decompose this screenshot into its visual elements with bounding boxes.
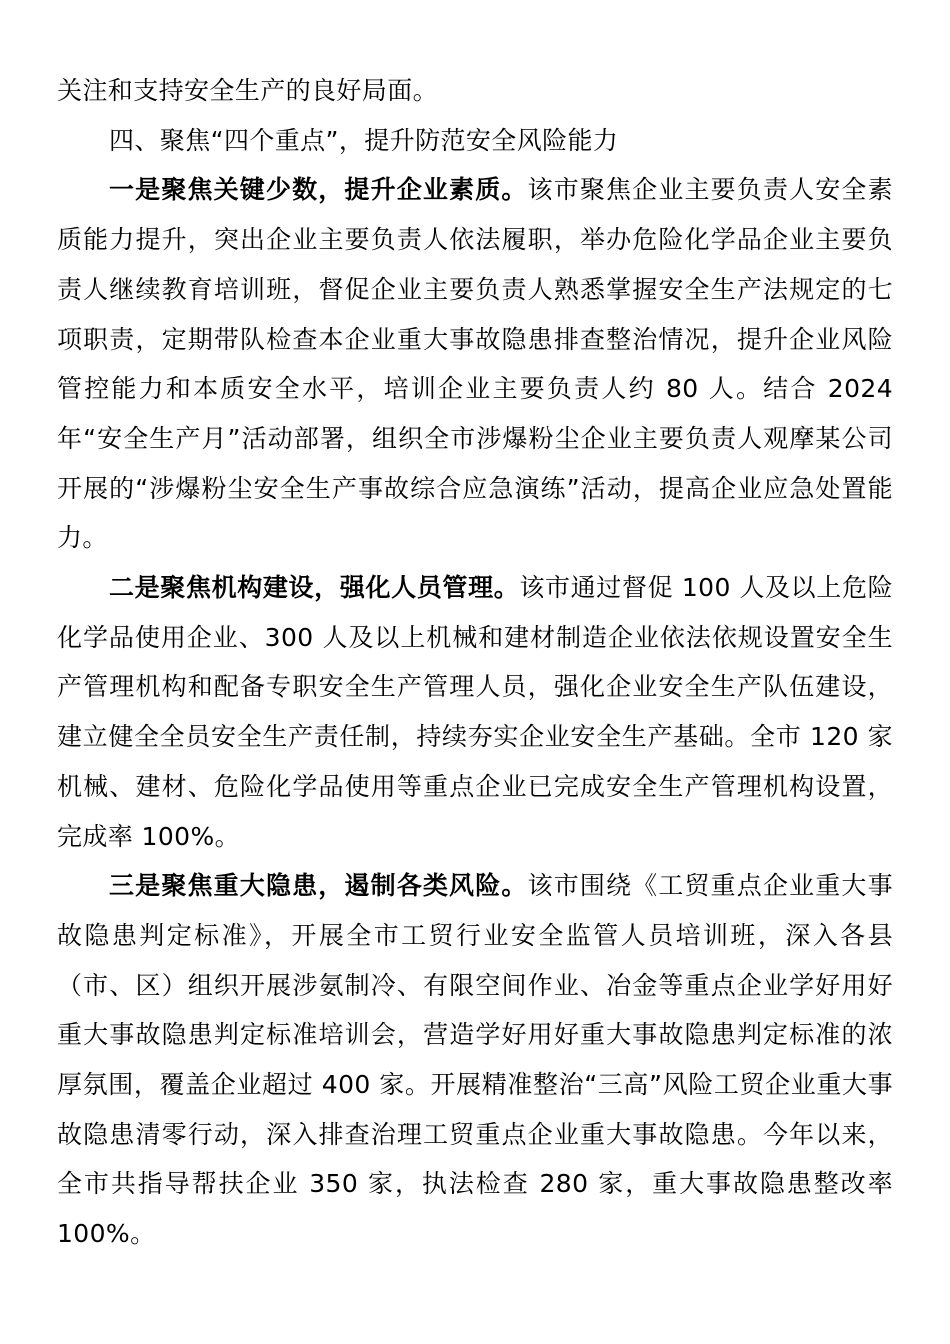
- document-body: [57, 66, 893, 1259]
- paragraph-3-body: 该市围绕《工贸重点企业重大事故隐患判定标准》，开展全市工贸行业安全监管人员培训班，深入各县（市、区）组织开展涉氨制冷、有限空间作业、冶金等重点企业学好用好重大事故隐患判定标准培训会，营造学好用好重大事故隐患判定标准的浓厚氛围，覆盖企业超过 400 家。开展精准整治“三高”风险工贸企业重大事故隐患清零行动，深入排查治理工贸重点企业重大事故隐患。今年以来，全市共指导帮扶企业 350 家，执法检查 280 家，重大事故隐患整改率 100%。: [57, 871, 893, 1249]
- paragraph-1-lead: 一是聚焦关键少数，提升企业素质。: [109, 175, 528, 205]
- paragraph-1-body: 该市聚焦企业主要负责人安全素质能力提升，突出企业主要负责人依法履职，举办危险化学品企业主要负责人继续教育培训班，督促企业主要负责人熟悉掌握安全生产法规定的七项职责，定期带队检查本企业重大事故隐患排查整治情况，提升企业风险管控能力和本质安全水平，培训企业主要负责人约 80 人。结合 2024 年“安全生产月”活动部署，组织全市涉爆粉尘企业主要负责人观摩某公司开展的“涉爆粉尘安全生产事故综合应急演练”活动，提高企业应急处置能力。: [57, 175, 893, 553]
- paragraph-2-lead: 二是聚焦机构建设，强化人员管理。: [109, 573, 520, 603]
- paragraph-2-body: 该市通过督促 100 人及以上危险化学品使用企业、300 人及以上机械和建材制造企业依法依规设置安全生产管理机构和配备专职安全生产管理人员，强化企业安全生产队伍建设，建立健全全员安全生产责任制，持续夯实企业安全生产基础。全市 120 家机械、建材、危险化学品使用等重点企业已完成安全生产管理机构设置，完成率 100%。: [57, 573, 893, 851]
- section-heading: 四、聚焦“四个重点”，提升防范安全风险能力: [109, 125, 619, 155]
- intro-line: 关注和支持安全生产的良好局面。: [57, 76, 439, 105]
- paragraph-2: [57, 563, 893, 861]
- paragraph-3: [57, 861, 893, 1259]
- paragraph-3-lead: 三是聚焦重大隐患，遏制各类风险。: [109, 871, 528, 901]
- paragraph-1: [57, 165, 893, 563]
